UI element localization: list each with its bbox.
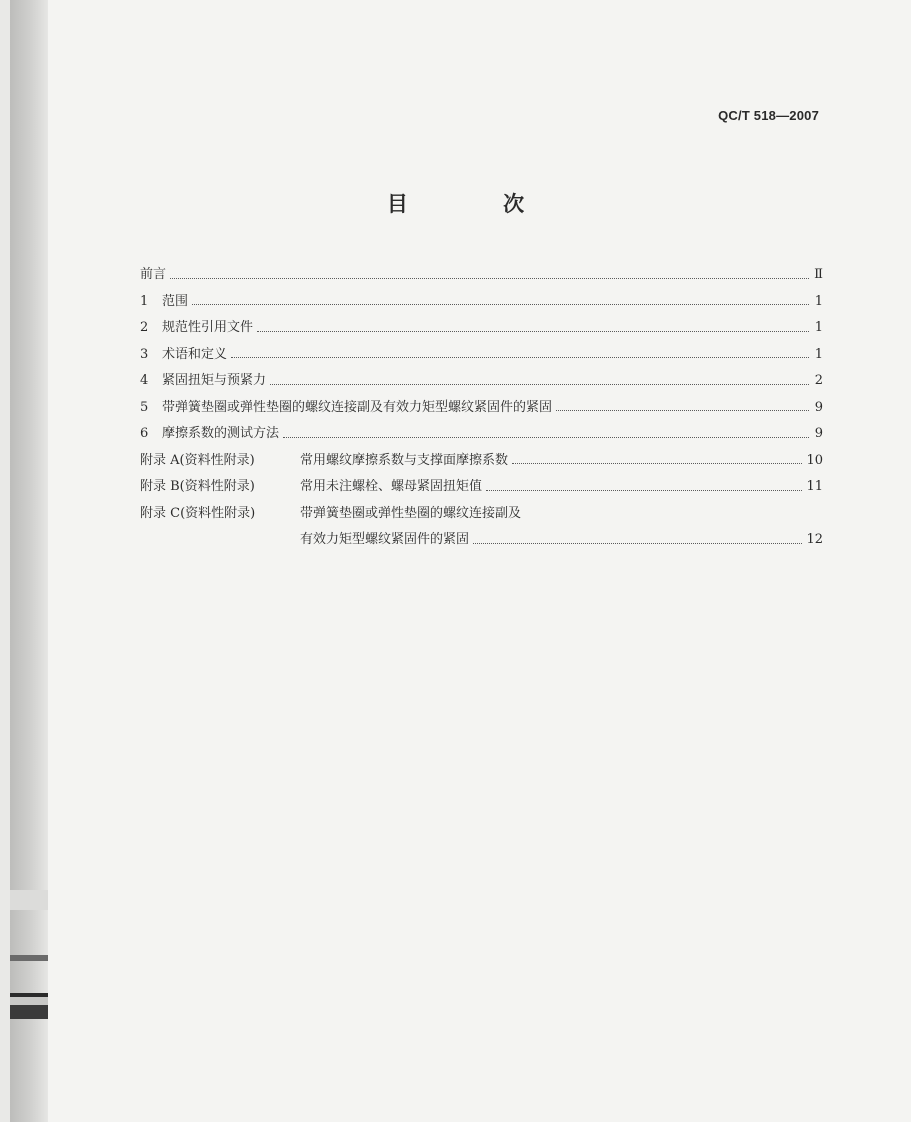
toc-entry-label: 常用螺纹摩擦系数与支撑面摩擦系数: [300, 452, 509, 468]
scan-edge-mark: [10, 890, 48, 910]
scan-edge-mark: [10, 993, 48, 1019]
toc-leader-dots: [192, 304, 809, 305]
toc-page-number: 9: [814, 399, 823, 415]
toc-entry-1[interactable]: [140, 289, 823, 316]
toc-entry-number: 4: [140, 373, 149, 388]
toc-entry-label: 范围: [162, 293, 189, 309]
toc-entry-label: 带弹簧垫圈或弹性垫圈的螺纹连接副及: [300, 505, 522, 521]
scan-edge-mark: [10, 955, 48, 961]
toc-leader-dots: [512, 463, 802, 464]
toc-entry-label: 有效力矩型螺纹紧固件的紧固: [300, 532, 470, 547]
toc-entry-number: 6: [140, 426, 149, 441]
toc-entry-label: 带弹簧垫圈或弹性垫圈的螺纹连接副及有效力矩型螺纹紧固件的紧固: [162, 399, 553, 415]
toc-page-number: Ⅱ: [814, 267, 823, 282]
toc-leader-dots: [473, 543, 802, 544]
toc-appendix-prefix: 附录 B(资料性附录): [140, 479, 255, 494]
toc-entry-label: 规范性引用文件: [162, 320, 254, 335]
standard-number: QC/T 518—2007: [718, 108, 819, 123]
toc-appendix-prefix: 附录 C(资料性附录): [140, 505, 256, 521]
toc-page-number: 10: [806, 452, 823, 468]
toc-entry-label: 前言: [140, 267, 167, 282]
toc-appendix-a[interactable]: [140, 448, 823, 475]
toc-appendix-c-continued[interactable]: [140, 527, 823, 554]
toc-page-number: 12: [806, 532, 823, 547]
toc-leader-dots: [486, 490, 802, 491]
toc-page-number: 2: [814, 373, 823, 388]
toc-entry-label: 常用未注螺栓、螺母紧固扭矩值: [300, 479, 483, 494]
toc-entry-label: 术语和定义: [162, 346, 228, 362]
toc-entry-label: 紧固扭矩与预紧力: [162, 373, 267, 388]
toc-page-number: 1: [814, 346, 823, 362]
toc-page-number: 1: [814, 320, 823, 335]
toc-entry-number: 5: [140, 399, 149, 415]
toc-page-number: 1: [814, 293, 823, 309]
toc-entry-number: 2: [140, 320, 149, 335]
toc-leader-dots: [257, 331, 809, 332]
toc-leader-dots: [270, 384, 809, 385]
toc-entry-5[interactable]: [140, 395, 823, 422]
toc-page-number: 11: [806, 479, 823, 494]
toc-page-number: 9: [814, 426, 823, 441]
toc-leader-dots: [231, 357, 809, 358]
toc-appendix-b[interactable]: [140, 474, 823, 501]
scan-edge-shadow: [0, 0, 48, 1122]
toc-entry-6[interactable]: [140, 421, 823, 448]
toc-entry-number: 1: [140, 293, 149, 309]
toc-entry-number: 3: [140, 346, 149, 362]
toc-entry-4[interactable]: [140, 368, 823, 395]
toc-entry-2[interactable]: [140, 315, 823, 342]
toc-entry-3[interactable]: [140, 342, 823, 369]
toc-title: 目 次: [386, 192, 569, 216]
toc-leader-dots: [556, 410, 809, 411]
toc-appendix-prefix: 附录 A(资料性附录): [140, 452, 255, 468]
table-of-contents: [140, 262, 823, 554]
scan-edge-band: [0, 0, 10, 1122]
toc-leader-dots: [283, 437, 809, 438]
toc-leader-dots: [170, 278, 809, 279]
toc-entry-foreword[interactable]: [140, 262, 823, 289]
toc-appendix-c[interactable]: [140, 501, 823, 528]
toc-entry-label: 摩擦系数的测试方法: [162, 426, 280, 441]
